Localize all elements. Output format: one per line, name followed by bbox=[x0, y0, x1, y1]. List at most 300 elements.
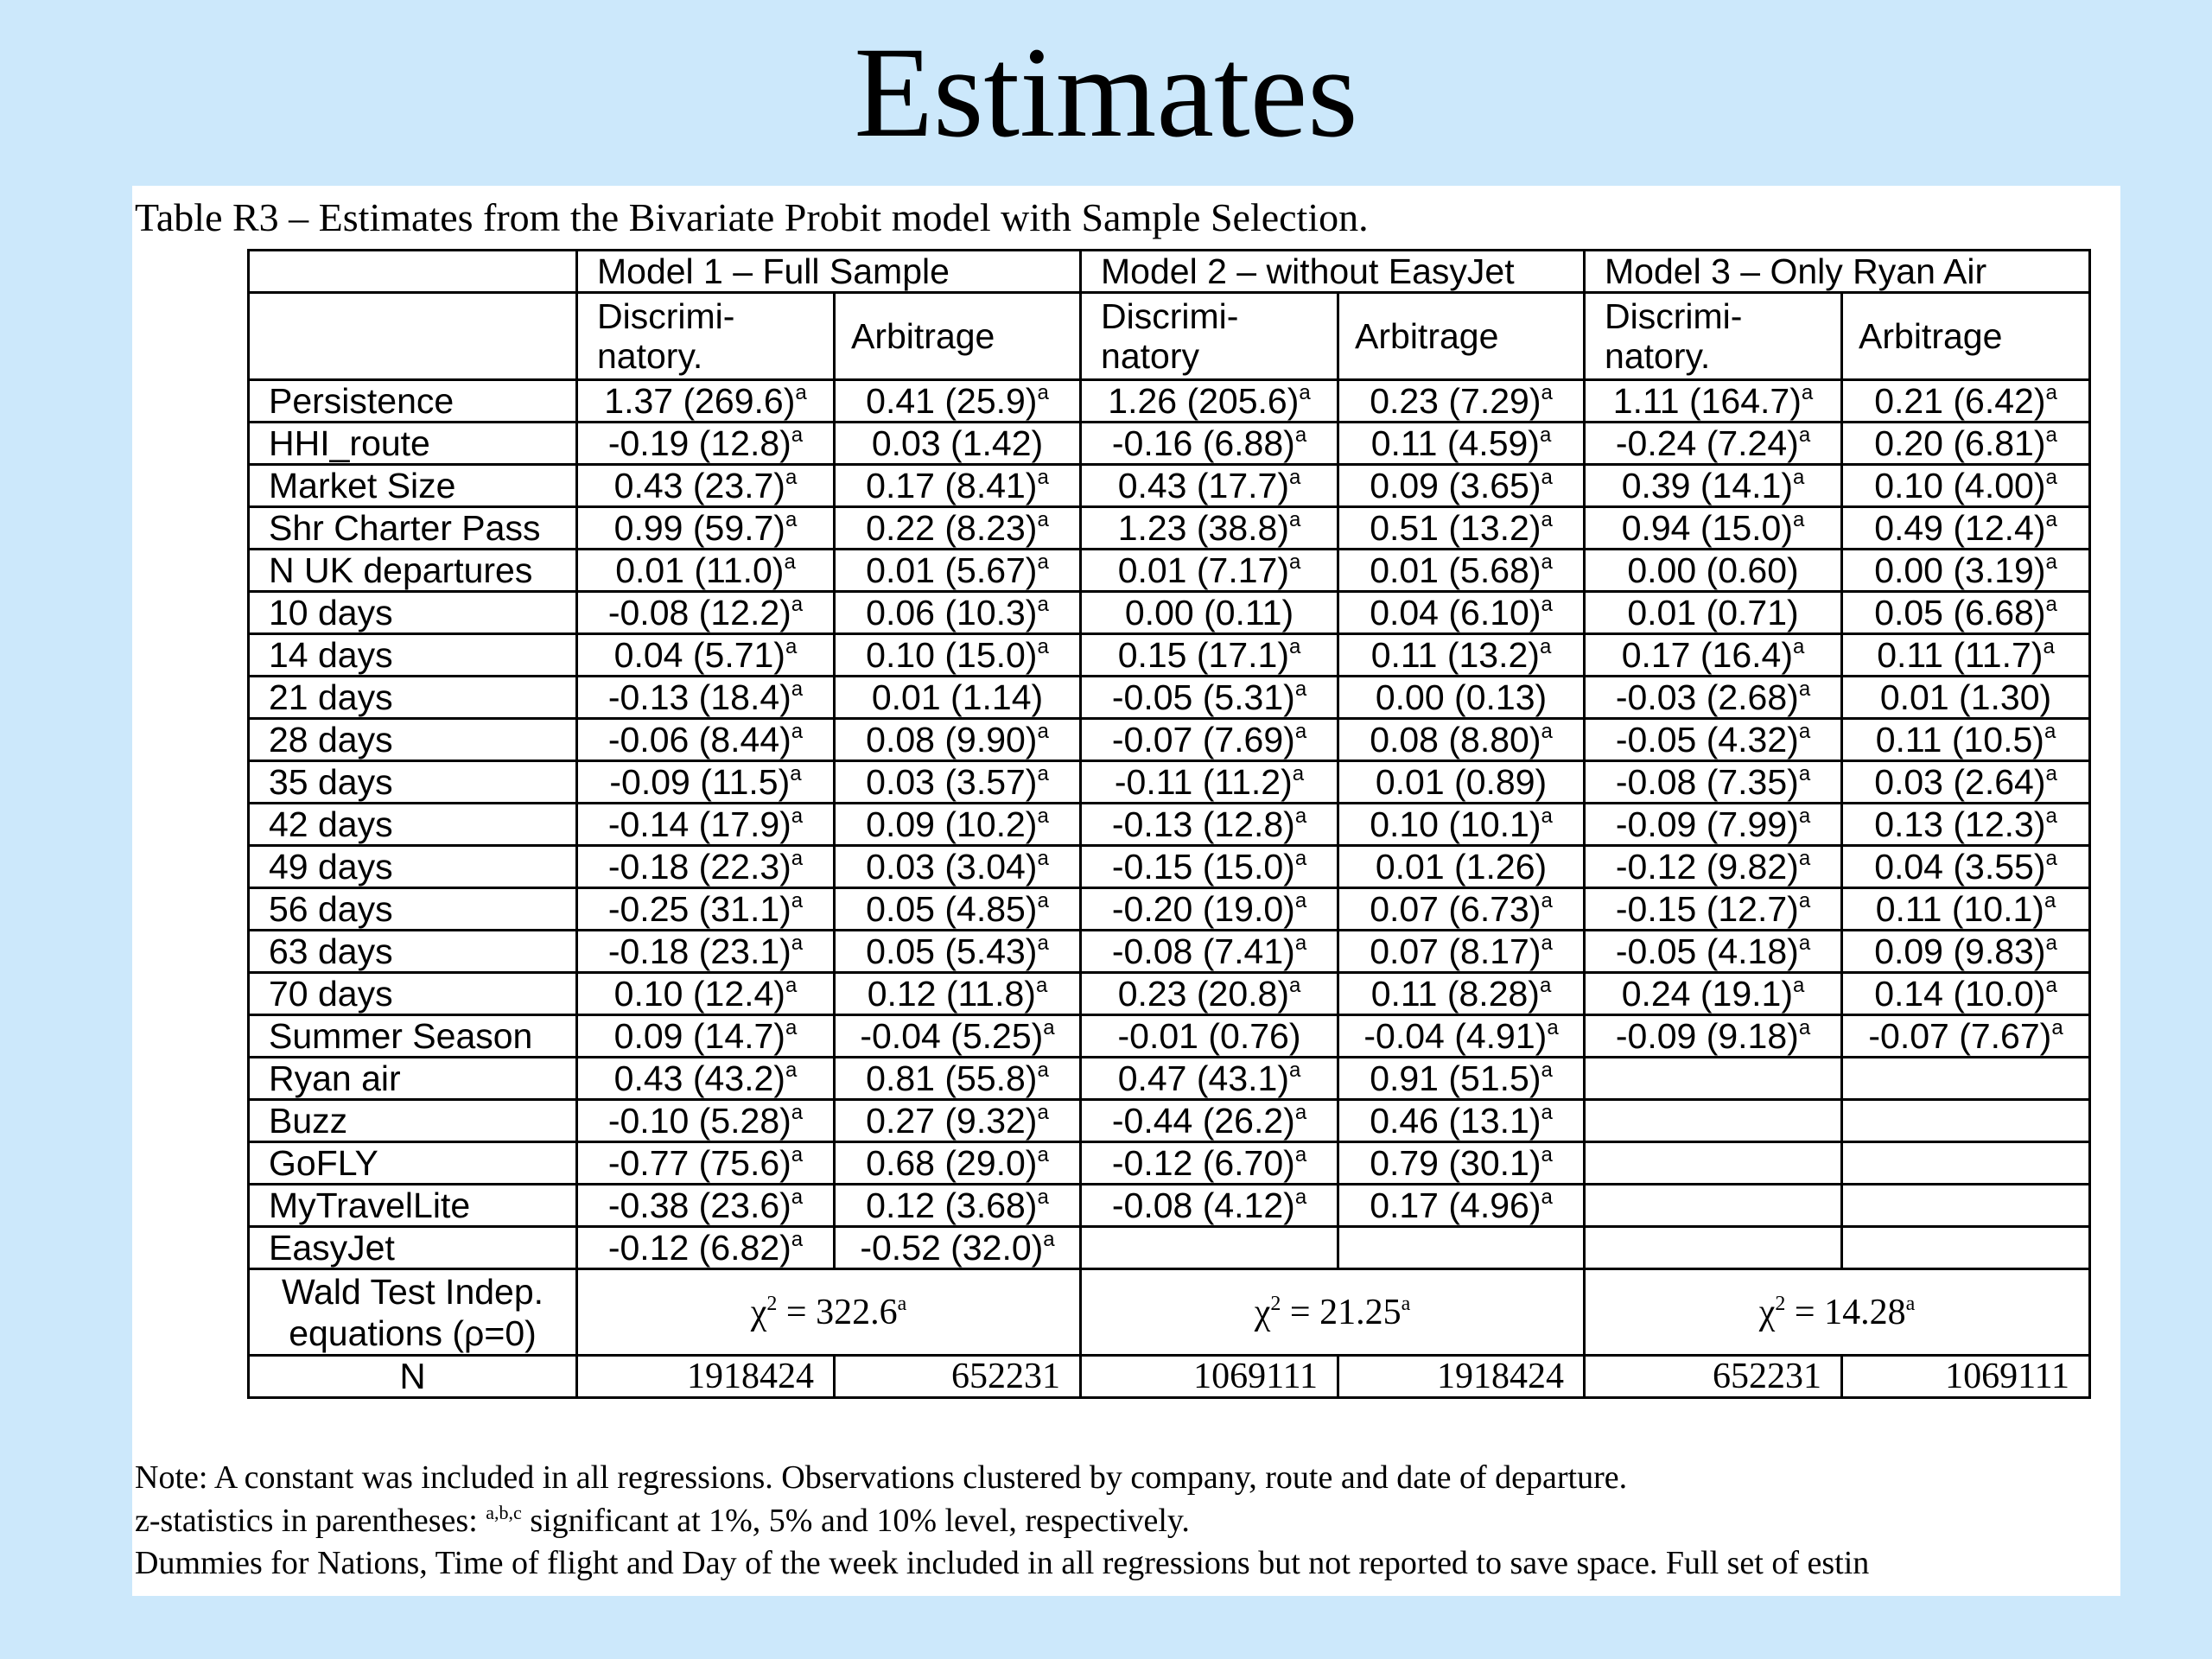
wald-label-line: equations (ρ=0) bbox=[289, 1313, 537, 1353]
estimate-value: -0.15 (15.0) bbox=[1111, 847, 1295, 887]
row-label: Shr Charter Pass bbox=[249, 507, 577, 550]
row-label: 10 days bbox=[249, 592, 577, 634]
corner-cell bbox=[249, 251, 577, 293]
estimate-cell bbox=[1081, 380, 1338, 423]
estimate-value: -0.09 (11.5) bbox=[609, 762, 791, 802]
significance-marker: a bbox=[1037, 593, 1049, 616]
estimate-cell bbox=[1338, 550, 1585, 592]
estimate-cell bbox=[1338, 931, 1585, 973]
estimate-cell bbox=[1842, 380, 2090, 423]
estimate-value: 1.11 (164.7) bbox=[1612, 381, 1802, 421]
significance-marker: a bbox=[1541, 931, 1553, 955]
estimate-cell bbox=[1338, 761, 1585, 804]
estimate-cell bbox=[577, 380, 835, 423]
row-label: 14 days bbox=[249, 634, 577, 677]
estimate-cell bbox=[1842, 973, 2090, 1015]
estimate-cell bbox=[577, 1142, 835, 1185]
estimate-cell bbox=[1842, 634, 2090, 677]
estimate-value: 0.07 (8.17) bbox=[1370, 931, 1541, 971]
row-label: 28 days bbox=[249, 719, 577, 761]
significance-marker: a bbox=[1801, 381, 1814, 404]
estimate-value: 0.43 (43.2) bbox=[613, 1058, 785, 1098]
estimate-value: 0.03 (3.04) bbox=[866, 847, 1038, 887]
estimate-value: 0.09 (9.83) bbox=[1874, 931, 2046, 971]
estimate-cell bbox=[577, 550, 835, 592]
estimate-cell bbox=[835, 973, 1081, 1015]
estimate-value: 0.11 (4.59) bbox=[1370, 423, 1540, 463]
observations-row bbox=[249, 1356, 2090, 1398]
estimate-value: 0.09 (14.7) bbox=[613, 1016, 785, 1056]
estimate-value: 0.17 (16.4) bbox=[1621, 635, 1793, 675]
subheader-arbitrage: Arbitrage bbox=[1338, 293, 1585, 380]
significance-marker: a bbox=[1294, 677, 1307, 701]
note-constant: Note: A constant was included in all regressions. Observations clustered by company, route and date of departure. bbox=[135, 1459, 1628, 1496]
significance-marker: a bbox=[1798, 423, 1811, 447]
estimate-value: 1.23 (38.8) bbox=[1117, 508, 1289, 548]
significance-marker: a bbox=[2045, 931, 2057, 955]
row-label: 35 days bbox=[249, 761, 577, 804]
estimate-cell bbox=[577, 507, 835, 550]
table-row bbox=[249, 1100, 2090, 1142]
estimate-value: 0.06 (10.3) bbox=[866, 593, 1038, 632]
chi-symbol: χ bbox=[1758, 1292, 1776, 1332]
estimate-cell bbox=[835, 550, 1081, 592]
significance-marker: a bbox=[791, 804, 804, 828]
significance-marker: a bbox=[791, 720, 804, 743]
table-row bbox=[249, 507, 2090, 550]
significance-marker: a bbox=[1294, 423, 1307, 447]
estimate-cell bbox=[1081, 804, 1338, 846]
estimate-cell bbox=[1842, 1058, 2090, 1100]
estimate-cell bbox=[835, 846, 1081, 888]
estimate-value: 0.13 (12.3) bbox=[1874, 804, 2046, 844]
estimate-value: -0.08 (7.41) bbox=[1111, 931, 1295, 971]
estimate-value: -0.16 (6.88) bbox=[1111, 423, 1295, 463]
subheader-row bbox=[249, 293, 2090, 380]
estimate-cell bbox=[1081, 677, 1338, 719]
estimate-value: 0.07 (6.73) bbox=[1370, 889, 1541, 929]
estimates-table bbox=[247, 249, 2091, 1399]
significance-marker: a bbox=[1299, 381, 1311, 404]
significance-marker: a bbox=[1037, 804, 1049, 828]
estimate-cell bbox=[1338, 888, 1585, 931]
estimate-value: 0.46 (13.1) bbox=[1370, 1101, 1541, 1141]
significance-marker: a bbox=[897, 1292, 907, 1315]
significance-marker: a bbox=[2044, 889, 2056, 912]
estimate-value: -0.24 (7.24) bbox=[1615, 423, 1799, 463]
table-caption: Table R3 – Estimates from the Bivariate Probit model with Sample Selection. bbox=[135, 195, 1369, 239]
significance-marker: a bbox=[1294, 804, 1307, 828]
significance-marker: a bbox=[1037, 1185, 1049, 1209]
estimate-cell bbox=[1081, 761, 1338, 804]
significance-marker: a bbox=[784, 550, 796, 574]
estimate-value: 0.05 (4.85) bbox=[866, 889, 1038, 929]
estimate-value: 0.27 (9.32) bbox=[866, 1101, 1038, 1141]
estimate-cell bbox=[835, 804, 1081, 846]
estimate-value: 0.08 (9.90) bbox=[866, 720, 1038, 760]
estimate-value: -0.20 (19.0) bbox=[1111, 889, 1295, 929]
estimate-value: -0.05 (5.31) bbox=[1111, 677, 1295, 717]
significance-marker: a bbox=[1798, 677, 1811, 701]
estimate-cell bbox=[577, 888, 835, 931]
estimate-cell bbox=[1585, 507, 1842, 550]
chi-symbol: χ bbox=[750, 1292, 767, 1332]
significance-marker: a bbox=[2045, 381, 2057, 404]
estimate-cell bbox=[1585, 677, 1842, 719]
significance-marker: a bbox=[1288, 635, 1301, 658]
estimate-cell bbox=[577, 1185, 835, 1227]
significance-marker: a bbox=[1539, 635, 1552, 658]
estimate-cell bbox=[1585, 846, 1842, 888]
estimate-value: 0.17 (4.96) bbox=[1370, 1185, 1541, 1225]
estimate-cell bbox=[577, 634, 835, 677]
estimate-value: 0.01 (7.17) bbox=[1117, 550, 1289, 590]
significance-marker: a bbox=[1798, 931, 1811, 955]
row-label: 63 days bbox=[249, 931, 577, 973]
estimate-cell bbox=[1585, 380, 1842, 423]
significance-marker: a bbox=[1294, 847, 1307, 870]
estimate-value: 0.99 (59.7) bbox=[613, 508, 785, 548]
note-dummies: Dummies for Nations, Time of flight and Day of the week included in all regressions but not reported to save space. Full set of estin bbox=[135, 1545, 1870, 1581]
estimate-value: 0.43 (23.7) bbox=[613, 466, 785, 505]
estimate-value: 0.21 (6.42) bbox=[1874, 381, 2046, 421]
subheader-discriminatory bbox=[1081, 293, 1338, 380]
row-label: HHI_route bbox=[249, 423, 577, 465]
estimate-cell bbox=[1585, 888, 1842, 931]
estimate-value: 0.00 (0.13) bbox=[1375, 677, 1548, 717]
significance-marker: a bbox=[1037, 381, 1049, 404]
table-row bbox=[249, 465, 2090, 507]
estimate-cell bbox=[835, 1185, 1081, 1227]
significance-marker: a bbox=[1294, 1185, 1307, 1209]
significance-marker: a bbox=[1288, 1058, 1301, 1082]
estimate-value: 0.03 (3.57) bbox=[866, 762, 1038, 802]
note-superscript: a,b,c bbox=[486, 1502, 522, 1523]
estimate-cell bbox=[1842, 465, 2090, 507]
estimate-value: 0.14 (10.0) bbox=[1874, 974, 2046, 1014]
estimate-value: 0.01 (11.0) bbox=[615, 550, 785, 590]
estimate-cell bbox=[835, 592, 1081, 634]
estimate-value: -0.08 (12.2) bbox=[607, 593, 791, 632]
estimate-value: -0.77 (75.6) bbox=[607, 1143, 791, 1183]
significance-marker: a bbox=[1037, 720, 1049, 743]
estimate-value: 0.12 (11.8) bbox=[867, 974, 1036, 1014]
chi-power: 2 bbox=[1775, 1292, 1786, 1315]
estimate-value: 0.47 (43.1) bbox=[1117, 1058, 1289, 1098]
table-panel bbox=[132, 186, 2120, 1596]
estimate-value: 0.17 (8.41) bbox=[866, 466, 1038, 505]
estimate-value: 0.11 (10.5) bbox=[1875, 720, 2044, 760]
significance-marker: a bbox=[1539, 423, 1552, 447]
significance-marker: a bbox=[1294, 889, 1307, 912]
estimate-cell bbox=[1338, 634, 1585, 677]
significance-marker: a bbox=[2045, 762, 2057, 785]
estimate-cell bbox=[835, 677, 1081, 719]
significance-marker: a bbox=[791, 889, 804, 912]
row-label: 56 days bbox=[249, 888, 577, 931]
significance-marker: a bbox=[1288, 508, 1301, 531]
estimate-cell bbox=[835, 423, 1081, 465]
estimate-value: 0.03 (2.64) bbox=[1874, 762, 2046, 802]
significance-marker: a bbox=[1792, 635, 1805, 658]
estimate-cell bbox=[1338, 1227, 1585, 1269]
estimate-cell bbox=[835, 888, 1081, 931]
estimate-cell bbox=[1585, 550, 1842, 592]
significance-marker: a bbox=[1798, 847, 1811, 870]
subheader-line: Discrimi- natory. bbox=[597, 296, 735, 376]
row-label: EasyJet bbox=[249, 1227, 577, 1269]
estimate-cell bbox=[1842, 1015, 2090, 1058]
estimate-cell bbox=[1081, 550, 1338, 592]
estimate-cell bbox=[1842, 1142, 2090, 1185]
estimate-cell bbox=[1842, 761, 2090, 804]
estimate-value: -0.07 (7.69) bbox=[1111, 720, 1295, 760]
significance-marker: a bbox=[1037, 508, 1049, 531]
significance-marker: a bbox=[2045, 847, 2057, 870]
estimate-value: -0.09 (9.18) bbox=[1615, 1016, 1799, 1056]
wald-chi-square bbox=[1585, 1269, 2090, 1356]
estimate-value: 0.01 (0.71) bbox=[1627, 593, 1799, 632]
estimate-value: -0.18 (22.3) bbox=[607, 847, 791, 887]
significance-marker: a bbox=[785, 466, 798, 489]
estimate-cell bbox=[1338, 1142, 1585, 1185]
estimate-value: 0.94 (15.0) bbox=[1621, 508, 1793, 548]
estimate-value: 0.23 (7.29) bbox=[1370, 381, 1541, 421]
estimate-value: -0.06 (8.44) bbox=[607, 720, 791, 760]
significance-marker: a bbox=[1037, 847, 1049, 870]
estimate-value: 0.39 (14.1) bbox=[1621, 466, 1793, 505]
chi-power: 2 bbox=[1270, 1292, 1281, 1315]
note-z-statistics bbox=[135, 1501, 1190, 1541]
significance-marker: a bbox=[785, 1016, 798, 1039]
estimate-value: -0.12 (9.82) bbox=[1615, 847, 1799, 887]
estimate-value: 0.10 (10.1) bbox=[1370, 804, 1541, 844]
estimate-cell bbox=[1842, 719, 2090, 761]
significance-marker: a bbox=[791, 677, 804, 701]
estimate-value: 0.05 (6.68) bbox=[1874, 593, 2046, 632]
estimate-value: -0.05 (4.32) bbox=[1615, 720, 1799, 760]
significance-marker: a bbox=[2045, 466, 2057, 489]
estimate-cell bbox=[1081, 592, 1338, 634]
significance-marker: a bbox=[1037, 1101, 1049, 1124]
row-label: 42 days bbox=[249, 804, 577, 846]
estimate-cell bbox=[1338, 507, 1585, 550]
estimate-cell bbox=[835, 465, 1081, 507]
chi-power: 2 bbox=[766, 1292, 778, 1315]
significance-marker: a bbox=[1541, 1101, 1553, 1124]
significance-marker: a bbox=[2045, 550, 2057, 574]
significance-marker: a bbox=[791, 1101, 804, 1124]
estimate-value: -0.12 (6.82) bbox=[607, 1228, 791, 1268]
estimate-value: 0.10 (12.4) bbox=[613, 974, 785, 1014]
estimate-cell bbox=[835, 1015, 1081, 1058]
row-label: Ryan air bbox=[249, 1058, 577, 1100]
significance-marker: a bbox=[1037, 1058, 1049, 1082]
significance-marker: a bbox=[1401, 1292, 1411, 1315]
estimate-cell bbox=[1081, 719, 1338, 761]
estimate-cell bbox=[835, 761, 1081, 804]
estimate-value: 0.09 (3.65) bbox=[1370, 466, 1541, 505]
significance-marker: a bbox=[2044, 720, 2056, 743]
significance-marker: a bbox=[1541, 550, 1553, 574]
estimate-value: -0.08 (4.12) bbox=[1111, 1185, 1295, 1225]
estimate-cell bbox=[1081, 423, 1338, 465]
significance-marker: a bbox=[1541, 1058, 1553, 1082]
estimate-cell bbox=[1081, 1058, 1338, 1100]
significance-marker: a bbox=[791, 593, 804, 616]
estimate-cell bbox=[1338, 465, 1585, 507]
estimate-value: -0.44 (26.2) bbox=[1111, 1101, 1295, 1141]
estimate-cell bbox=[577, 804, 835, 846]
table-row bbox=[249, 550, 2090, 592]
row-label: Buzz bbox=[249, 1100, 577, 1142]
table-row bbox=[249, 846, 2090, 888]
significance-marker: a bbox=[1037, 466, 1049, 489]
significance-marker: a bbox=[1541, 1143, 1553, 1166]
estimate-cell bbox=[577, 677, 835, 719]
significance-marker: a bbox=[785, 635, 798, 658]
significance-marker: a bbox=[785, 974, 798, 997]
estimate-cell bbox=[1338, 592, 1585, 634]
table-row bbox=[249, 592, 2090, 634]
subheader-arbitrage: Arbitrage bbox=[835, 293, 1081, 380]
model-3-header: Model 3 – Only Ryan Air bbox=[1585, 251, 2090, 293]
estimate-value: 0.01 (1.14) bbox=[871, 677, 1044, 717]
estimate-cell bbox=[1081, 1227, 1338, 1269]
row-label: Summer Season bbox=[249, 1015, 577, 1058]
row-label: 49 days bbox=[249, 846, 577, 888]
significance-marker: a bbox=[1288, 974, 1301, 997]
estimate-value: 0.00 (0.60) bbox=[1627, 550, 1799, 590]
estimate-value: 0.43 (17.7) bbox=[1117, 466, 1289, 505]
estimate-value: 0.41 (25.9) bbox=[866, 381, 1038, 421]
estimate-value: 0.01 (5.67) bbox=[866, 550, 1038, 590]
estimate-cell bbox=[1585, 465, 1842, 507]
model-1-header: Model 1 – Full Sample bbox=[577, 251, 1081, 293]
estimate-value: -0.15 (12.7) bbox=[1615, 889, 1799, 929]
estimate-cell bbox=[1842, 677, 2090, 719]
significance-marker: a bbox=[1288, 466, 1301, 489]
estimate-value: 0.91 (51.5) bbox=[1370, 1058, 1541, 1098]
row-label: Persistence bbox=[249, 380, 577, 423]
significance-marker: a bbox=[1798, 804, 1811, 828]
estimate-cell bbox=[577, 846, 835, 888]
significance-marker: a bbox=[1294, 931, 1307, 955]
significance-marker: a bbox=[1037, 889, 1049, 912]
estimate-value: -0.14 (17.9) bbox=[607, 804, 791, 844]
table-row bbox=[249, 1015, 2090, 1058]
estimate-cell bbox=[1081, 973, 1338, 1015]
significance-marker: a bbox=[1037, 550, 1049, 574]
table-row bbox=[249, 380, 2090, 423]
estimate-cell bbox=[577, 465, 835, 507]
estimate-cell bbox=[1842, 1227, 2090, 1269]
table-row bbox=[249, 423, 2090, 465]
wald-chi-square bbox=[1081, 1269, 1585, 1356]
subheader-line: Discrimi- natory. bbox=[1605, 296, 1743, 376]
estimate-value: 0.79 (30.1) bbox=[1370, 1143, 1541, 1183]
estimate-cell bbox=[577, 719, 835, 761]
estimate-value: -0.11 (11.2) bbox=[1114, 762, 1293, 802]
estimate-value: 0.01 (1.26) bbox=[1375, 847, 1548, 887]
estimate-cell bbox=[835, 507, 1081, 550]
significance-marker: a bbox=[1541, 508, 1553, 531]
estimate-cell bbox=[577, 761, 835, 804]
chi-symbol: χ bbox=[1254, 1292, 1271, 1332]
model-header-row bbox=[249, 251, 2090, 293]
significance-marker: a bbox=[1541, 1185, 1553, 1209]
wald-test-row bbox=[249, 1269, 2090, 1356]
estimate-cell bbox=[1585, 719, 1842, 761]
significance-marker: a bbox=[1798, 1016, 1811, 1039]
estimate-cell bbox=[1081, 634, 1338, 677]
estimate-cell bbox=[835, 1058, 1081, 1100]
estimate-cell bbox=[1842, 550, 2090, 592]
estimate-cell bbox=[1338, 804, 1585, 846]
estimate-value: 0.08 (8.80) bbox=[1370, 720, 1541, 760]
estimate-value: -0.12 (6.70) bbox=[1111, 1143, 1295, 1183]
estimate-cell bbox=[1842, 1100, 2090, 1142]
estimate-cell bbox=[1585, 592, 1842, 634]
estimate-value: 1.26 (205.6) bbox=[1108, 381, 1300, 421]
chi-value: = 21.25 bbox=[1281, 1292, 1402, 1332]
chi-value: = 14.28 bbox=[1785, 1292, 1906, 1332]
estimate-cell bbox=[1081, 1185, 1338, 1227]
estimate-cell bbox=[577, 592, 835, 634]
significance-marker: a bbox=[1792, 974, 1805, 997]
estimate-value: 0.00 (3.19) bbox=[1874, 550, 2046, 590]
estimate-value: -0.05 (4.18) bbox=[1615, 931, 1799, 971]
observations-value: 1069111 bbox=[1842, 1356, 2090, 1398]
estimate-value: 0.20 (6.81) bbox=[1874, 423, 2046, 463]
table-row bbox=[249, 1227, 2090, 1269]
subheader-discriminatory bbox=[1585, 293, 1842, 380]
estimate-cell bbox=[1585, 931, 1842, 973]
estimate-cell bbox=[1585, 1015, 1842, 1058]
corner-cell bbox=[249, 293, 577, 380]
estimate-value: -0.09 (7.99) bbox=[1615, 804, 1799, 844]
estimate-cell bbox=[835, 931, 1081, 973]
estimate-value: 0.51 (13.2) bbox=[1370, 508, 1541, 548]
row-label: N UK departures bbox=[249, 550, 577, 592]
estimate-cell bbox=[1842, 931, 2090, 973]
table-row bbox=[249, 761, 2090, 804]
estimate-cell bbox=[1081, 507, 1338, 550]
estimate-cell bbox=[1585, 761, 1842, 804]
subheader-line: Discrimi- natory bbox=[1101, 296, 1239, 376]
estimate-cell bbox=[835, 1227, 1081, 1269]
significance-marker: a bbox=[791, 1143, 804, 1166]
significance-marker: a bbox=[1037, 1143, 1049, 1166]
observations-value: 652231 bbox=[1585, 1356, 1842, 1398]
estimate-value: -0.08 (7.35) bbox=[1615, 762, 1799, 802]
significance-marker: a bbox=[785, 1058, 798, 1082]
significance-marker: a bbox=[791, 1185, 804, 1209]
significance-marker: a bbox=[785, 508, 798, 531]
significance-marker: a bbox=[1798, 889, 1811, 912]
significance-marker: a bbox=[790, 762, 802, 785]
estimate-cell bbox=[1842, 804, 2090, 846]
estimate-value: 1.37 (269.6) bbox=[604, 381, 796, 421]
estimate-cell bbox=[1081, 1100, 1338, 1142]
estimate-value: -0.19 (12.8) bbox=[607, 423, 791, 463]
row-label: Market Size bbox=[249, 465, 577, 507]
note-prefix: z-statistics in parentheses: bbox=[135, 1503, 486, 1539]
table-row bbox=[249, 973, 2090, 1015]
estimate-value: 0.24 (19.1) bbox=[1621, 974, 1793, 1014]
note-suffix: significant at 1%, 5% and 10% level, respectively. bbox=[521, 1503, 1190, 1539]
estimate-cell bbox=[577, 1100, 835, 1142]
